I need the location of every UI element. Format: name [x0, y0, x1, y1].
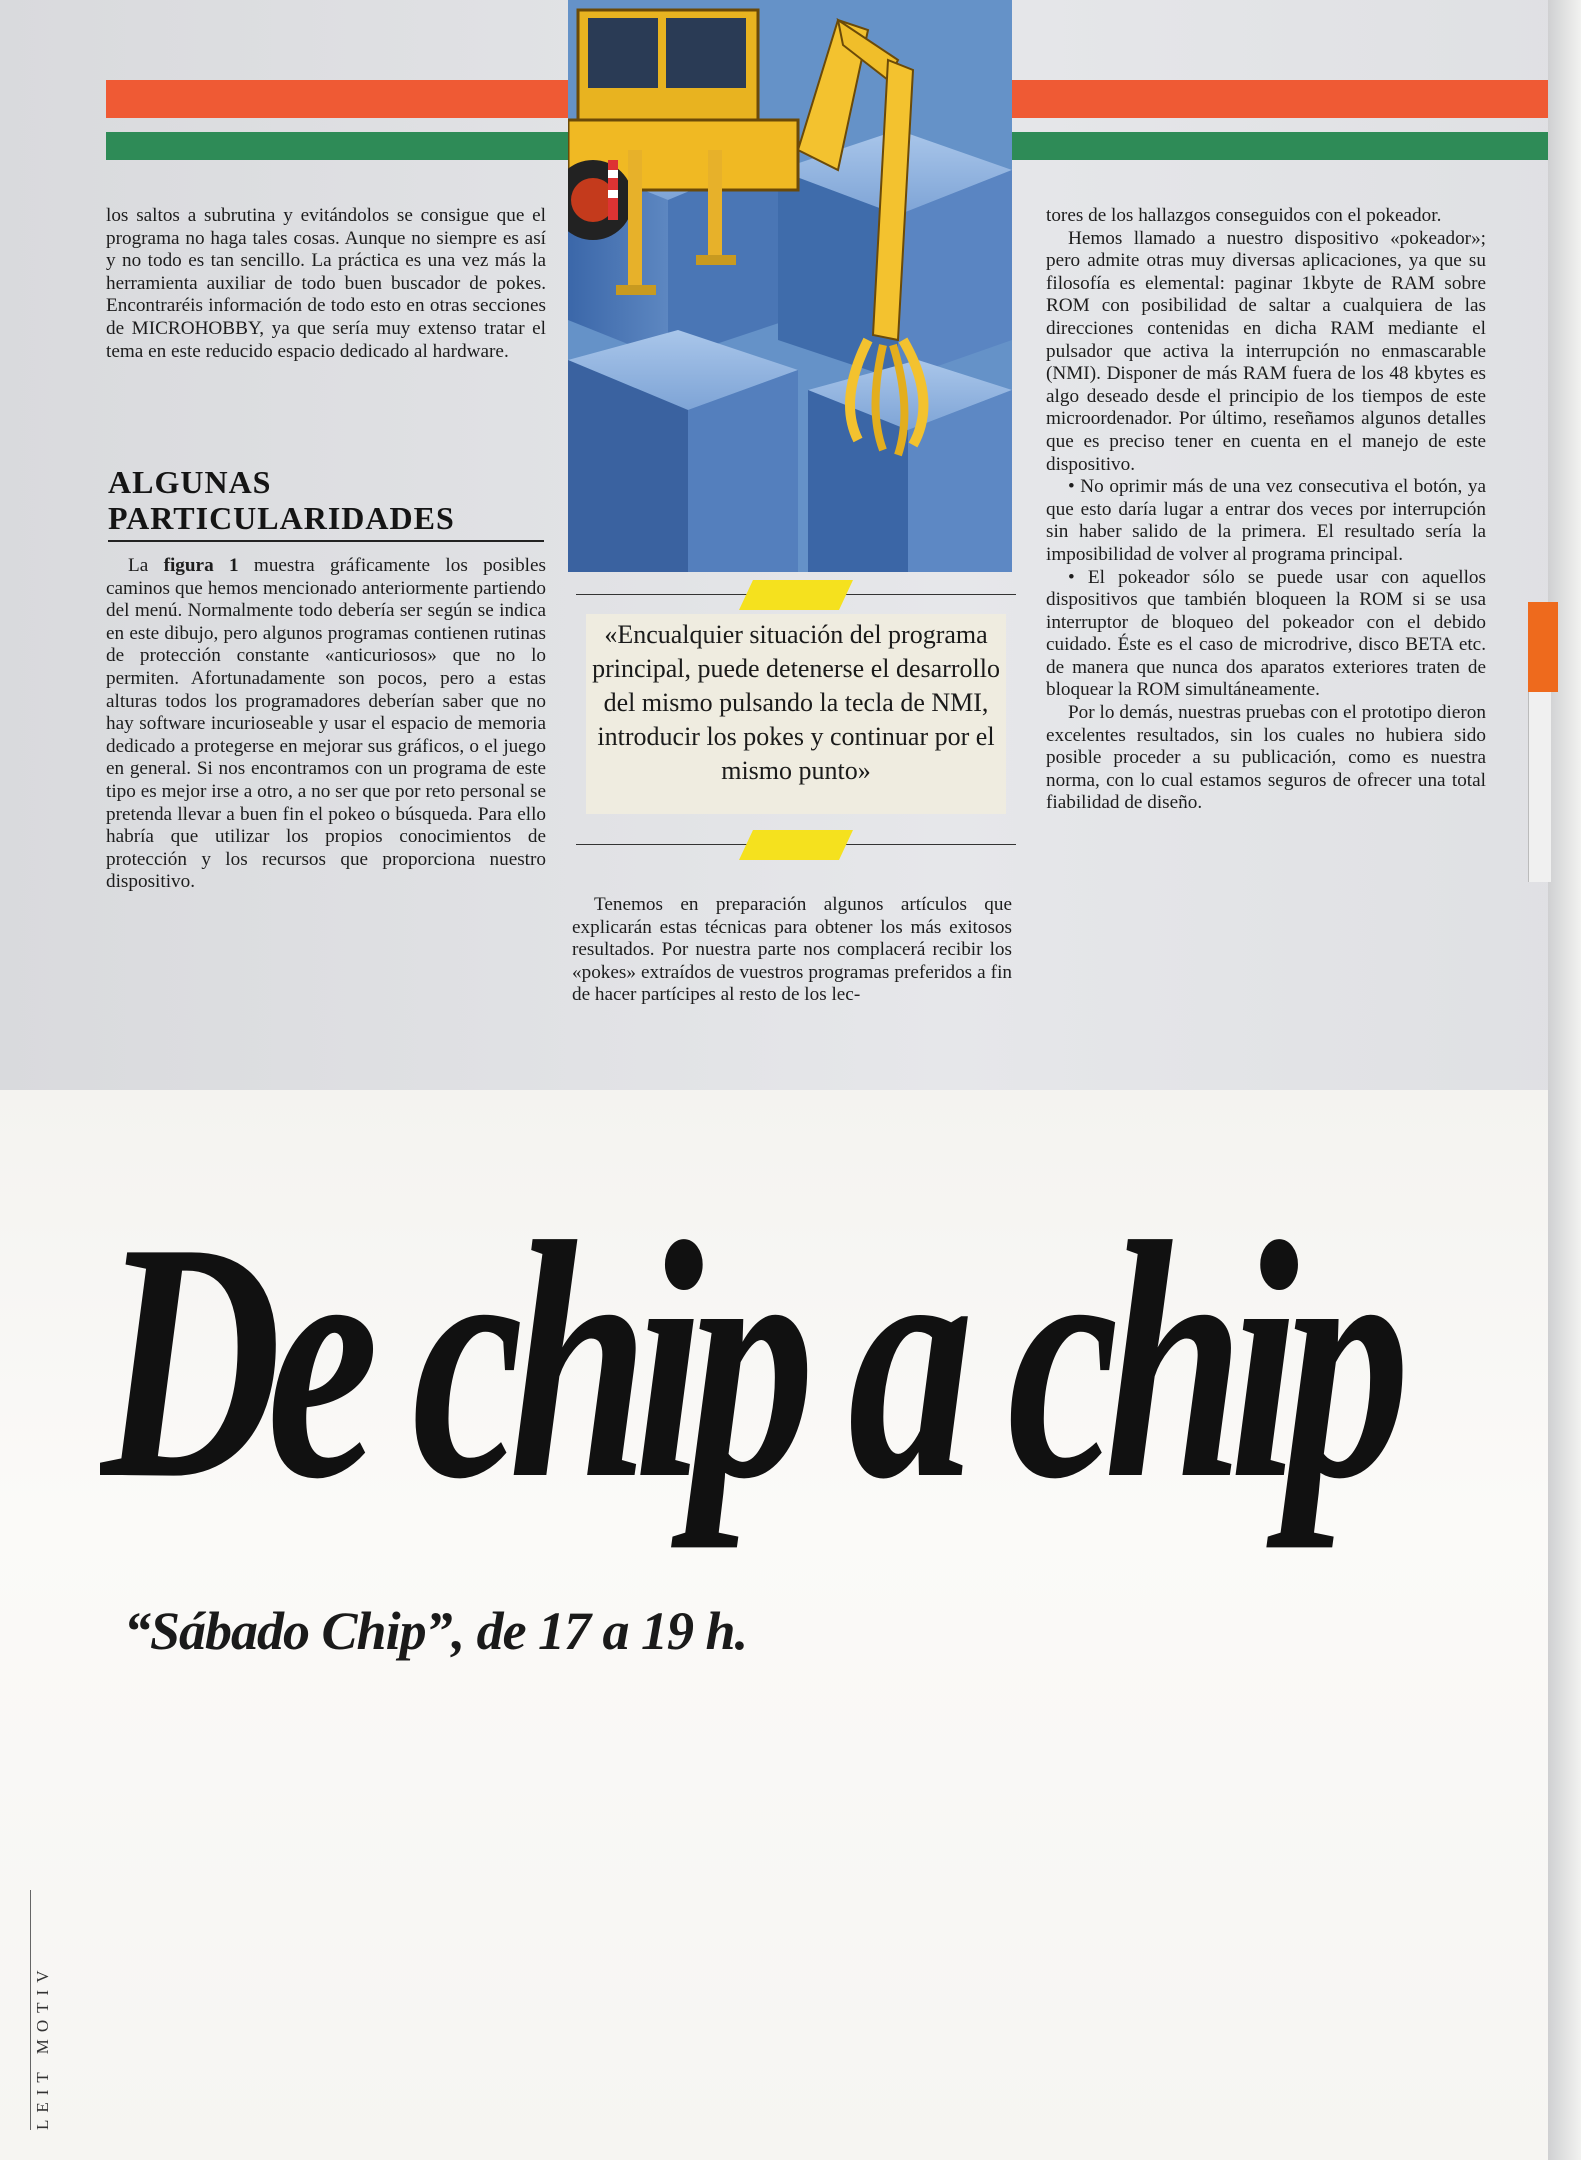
section-tab	[1528, 602, 1558, 692]
header-stripe-green-right	[1012, 132, 1548, 160]
section-tab-blank	[1528, 692, 1551, 882]
right-paragraph-1: tores de los hallazgos conseguidos con el pokeador.	[1046, 205, 1442, 226]
body-lead-text: La	[128, 555, 164, 576]
left-intro-paragraph: los saltos a subrutina y evitándolos se consigue que el programa no haga tales cosas. Aunque no siempre es así y no todo es tan sencillo. La práctica es una vez más la herramienta auxiliar de todo buen buscador de pokes. Encontraréis información de todo esto en otras secciones de MICROHOBBY, ya que sería muy extenso tratar el tema en este reducido espacio dedicado al hardware.	[106, 205, 546, 362]
header-stripe-green-left	[106, 132, 568, 160]
quote-tab-bottom	[739, 830, 853, 860]
excavator-cubes-picture	[568, 0, 1012, 572]
ad-title-text: De chip a chip	[100, 1215, 1396, 1549]
excavator-illustration	[568, 0, 1012, 572]
right-paragraph-3: • No oprimir más de una vez consecutiva el botón, ya que esto daría lugar a entrar dos veces por interrupción sin haber salido de la primera. El resultado sería la imposibilidad de volver al programa principal.	[1046, 476, 1486, 565]
section-heading: ALGUNAS PARTICULARIDADES	[108, 464, 544, 542]
middle-paragraph: Tenemos en preparación algunos artículos que explicarán estas técnicas para obtener los más exitosos resultados. Por nuestra parte nos complacerá recibir los «pokes» extraídos de vuestros programas preferidos a fin de hacer partícipes al resto de los lec-	[572, 894, 1012, 1006]
figure-reference: figura 1	[163, 555, 239, 576]
header-stripe-red-left	[106, 80, 568, 118]
ad-title	[100, 1215, 1560, 1595]
ad-subtitle: “Sábado Chip”, de 17 a 19 h.	[124, 1601, 748, 1661]
pull-quote-text: «Encualquier situación del programa principal, puede detenerse el desarrollo del mismo pulsando la tecla de NMI, introducir los pokes y continuar por el mismo punto»	[592, 620, 1000, 785]
right-paragraph-2: Hemos llamado a nuestro dispositivo «pokeador»; pero admite otras muy diversas aplicaciones, ya que su filosofía es elemental: paginar 1kbyte de RAM sobre ROM con posibilidad de saltar a cualquiera de las direcciones contenidas en dicha RAM mediante el pulsador que activa la interrupción no enmascarable (NMI). Disponer de más RAM fuera de los 48 kbytes es algo deseado desde el principio de los tiempos de este microordenador. Por último, reseñamos algunos detalles que es preciso tener en cuenta en el manejo de este dispositivo.	[1046, 227, 1486, 475]
page-edge	[1548, 0, 1581, 2160]
quote-tab-top	[739, 580, 853, 610]
leit-motiv-label: LEIT MOTIV	[30, 1890, 53, 2130]
middle-column	[572, 894, 1012, 1007]
right-paragraph-5: Por lo demás, nuestras pruebas con el prototipo dieron excelentes resultados, sin los cuales no hubiera sido posible proceder a su publicación, como es nuestra norma, con lo cual estamos seguros de ofrecer una total fiabilidad de diseño.	[1046, 702, 1486, 814]
body-rest-text: muestra gráficamente los posibles caminos que hemos mencionado anteriormente partiendo del menú. Normalmente todo debería ser según se indica en este dibujo, pero algunos programas contienen rutinas de protección constante «anticuriosos» que no lo permiten. Afortunadamente son pocos, pero a estas alturas todos los programadores deberían saber que no hay software incurioseable y usar el espacio de memoria dedicado a protegerse en mejorar sus gráficos, o el juego en general. Si nos encontramos con un programa de este tipo es mejor irse a otro, a no ser que por reto personal se pretenda llevar a buen fin el pokeo o búsqueda. Para ello habría que utilizar los propios conocimientos de protección y los recursos que proporciona nuestro dispositivo.	[106, 555, 546, 893]
pull-quote	[576, 578, 1016, 864]
right-column	[1046, 205, 1486, 815]
left-body	[106, 555, 546, 894]
right-paragraph-4: • El pokeador sólo se puede usar con aquellos dispositivos que también bloqueen la ROM si se usa interruptor de bloqueo del pokeador con el debido cuidado. Éste es el caso de microdrive, disco BETA etc. de manera que nunca dos aparatos exteriores traten de bloquear la ROM simultáneamente.	[1046, 566, 1486, 701]
header-stripe-red-right	[1012, 80, 1548, 118]
